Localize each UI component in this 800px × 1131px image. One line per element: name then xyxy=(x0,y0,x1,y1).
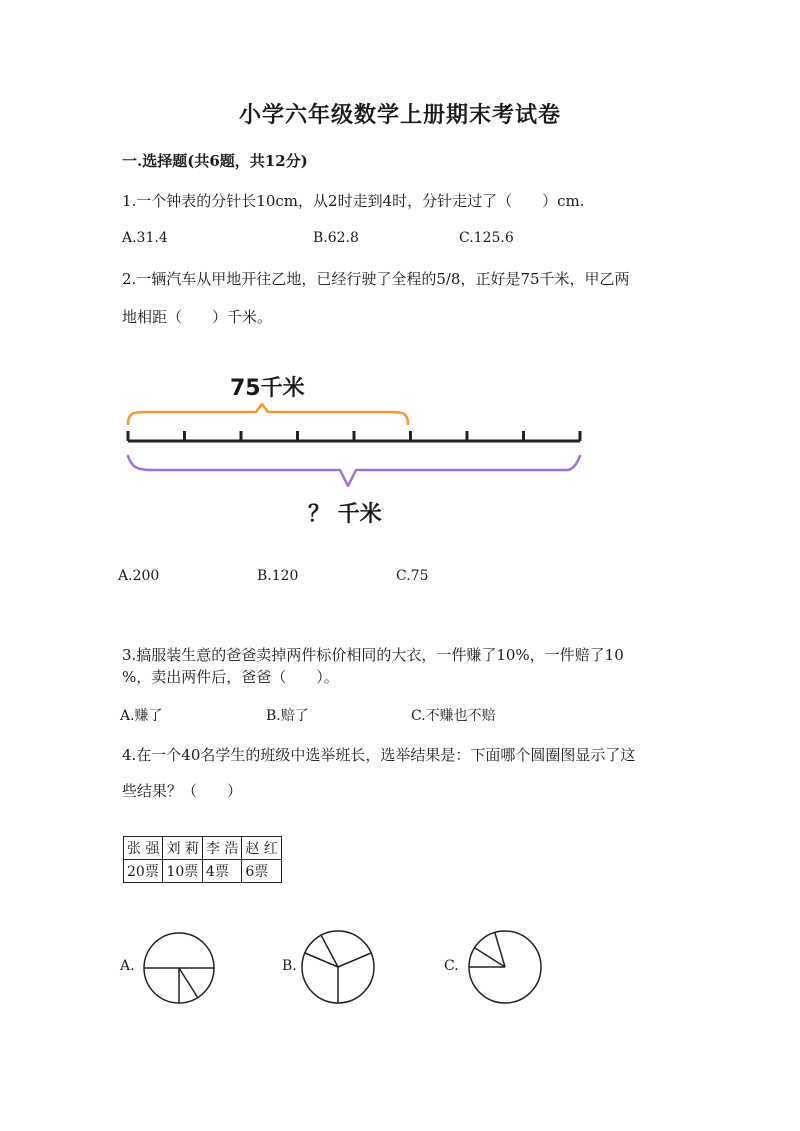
vote-count: 6票 xyxy=(242,860,281,883)
vote-count: 10票 xyxy=(163,860,202,883)
candidate-name: 赵 红 xyxy=(242,837,281,860)
vote-results-table xyxy=(123,836,282,883)
question-1-text: 1.一个钟表的分针长10cm，从2时走到4时，分针走过了（ ）cm. xyxy=(122,192,585,210)
q3-option-a: A.赚了 xyxy=(120,708,163,724)
candidate-name: 李 浩 xyxy=(202,837,241,860)
known-distance-brace xyxy=(128,404,408,424)
q1-option-b: B.62.8 xyxy=(313,230,359,246)
page-title: 小学六年级数学上册期末考试卷 xyxy=(238,102,561,128)
pie-chart-b xyxy=(300,929,376,1005)
vote-count: 20票 xyxy=(124,860,163,883)
candidate-name: 刘 莉 xyxy=(163,837,202,860)
question-2-line-2: 地相距（ ）千米。 xyxy=(122,308,273,326)
total-distance-brace xyxy=(128,456,580,486)
diagram-unknown-label: ？ 千米 xyxy=(308,502,382,527)
diagram-known-label: 75千米 xyxy=(230,376,305,401)
q4-option-c-label: C. xyxy=(444,958,459,974)
question-3-line-1: 3.搞服装生意的爸爸卖掉两件标价相同的大衣，一件赚了10%，一件赔了10 xyxy=(122,646,624,664)
vote-count: 4票 xyxy=(202,860,241,883)
q3-option-c: C.不赚也不赔 xyxy=(411,708,496,724)
q4-option-b-label: B. xyxy=(282,958,297,974)
question-4-line-1: 4.在一个40名学生的班级中选举班长，选举结果是：下面哪个圆圈图显示了这 xyxy=(122,746,636,764)
pie-chart-a xyxy=(142,931,216,1005)
question-2-line-1: 2.一辆汽车从甲地开往乙地，已经行驶了全程的5/8，正好是75千米，甲乙两 xyxy=(122,270,630,288)
question-3-line-2: %，卖出两件后，爸爸（ ）。 xyxy=(122,668,339,686)
q1-option-c: C.125.6 xyxy=(459,230,514,246)
q2-option-a: A.200 xyxy=(118,568,160,584)
table-row xyxy=(124,860,282,883)
section-heading: 一.选择题(共6题，共12分) xyxy=(122,152,308,170)
q4-option-a-label: A. xyxy=(120,958,135,974)
q2-option-b: B.120 xyxy=(257,568,299,584)
table-row xyxy=(124,837,282,860)
q2-option-c: C.75 xyxy=(396,568,429,584)
q3-option-b: B.赔了 xyxy=(266,708,309,724)
q1-option-a: A.31.4 xyxy=(122,230,168,246)
segment-diagram xyxy=(118,398,592,492)
candidate-name: 张 强 xyxy=(124,837,163,860)
question-4-line-2: 些结果？（ ） xyxy=(122,782,243,800)
pie-chart-c xyxy=(467,929,543,1005)
